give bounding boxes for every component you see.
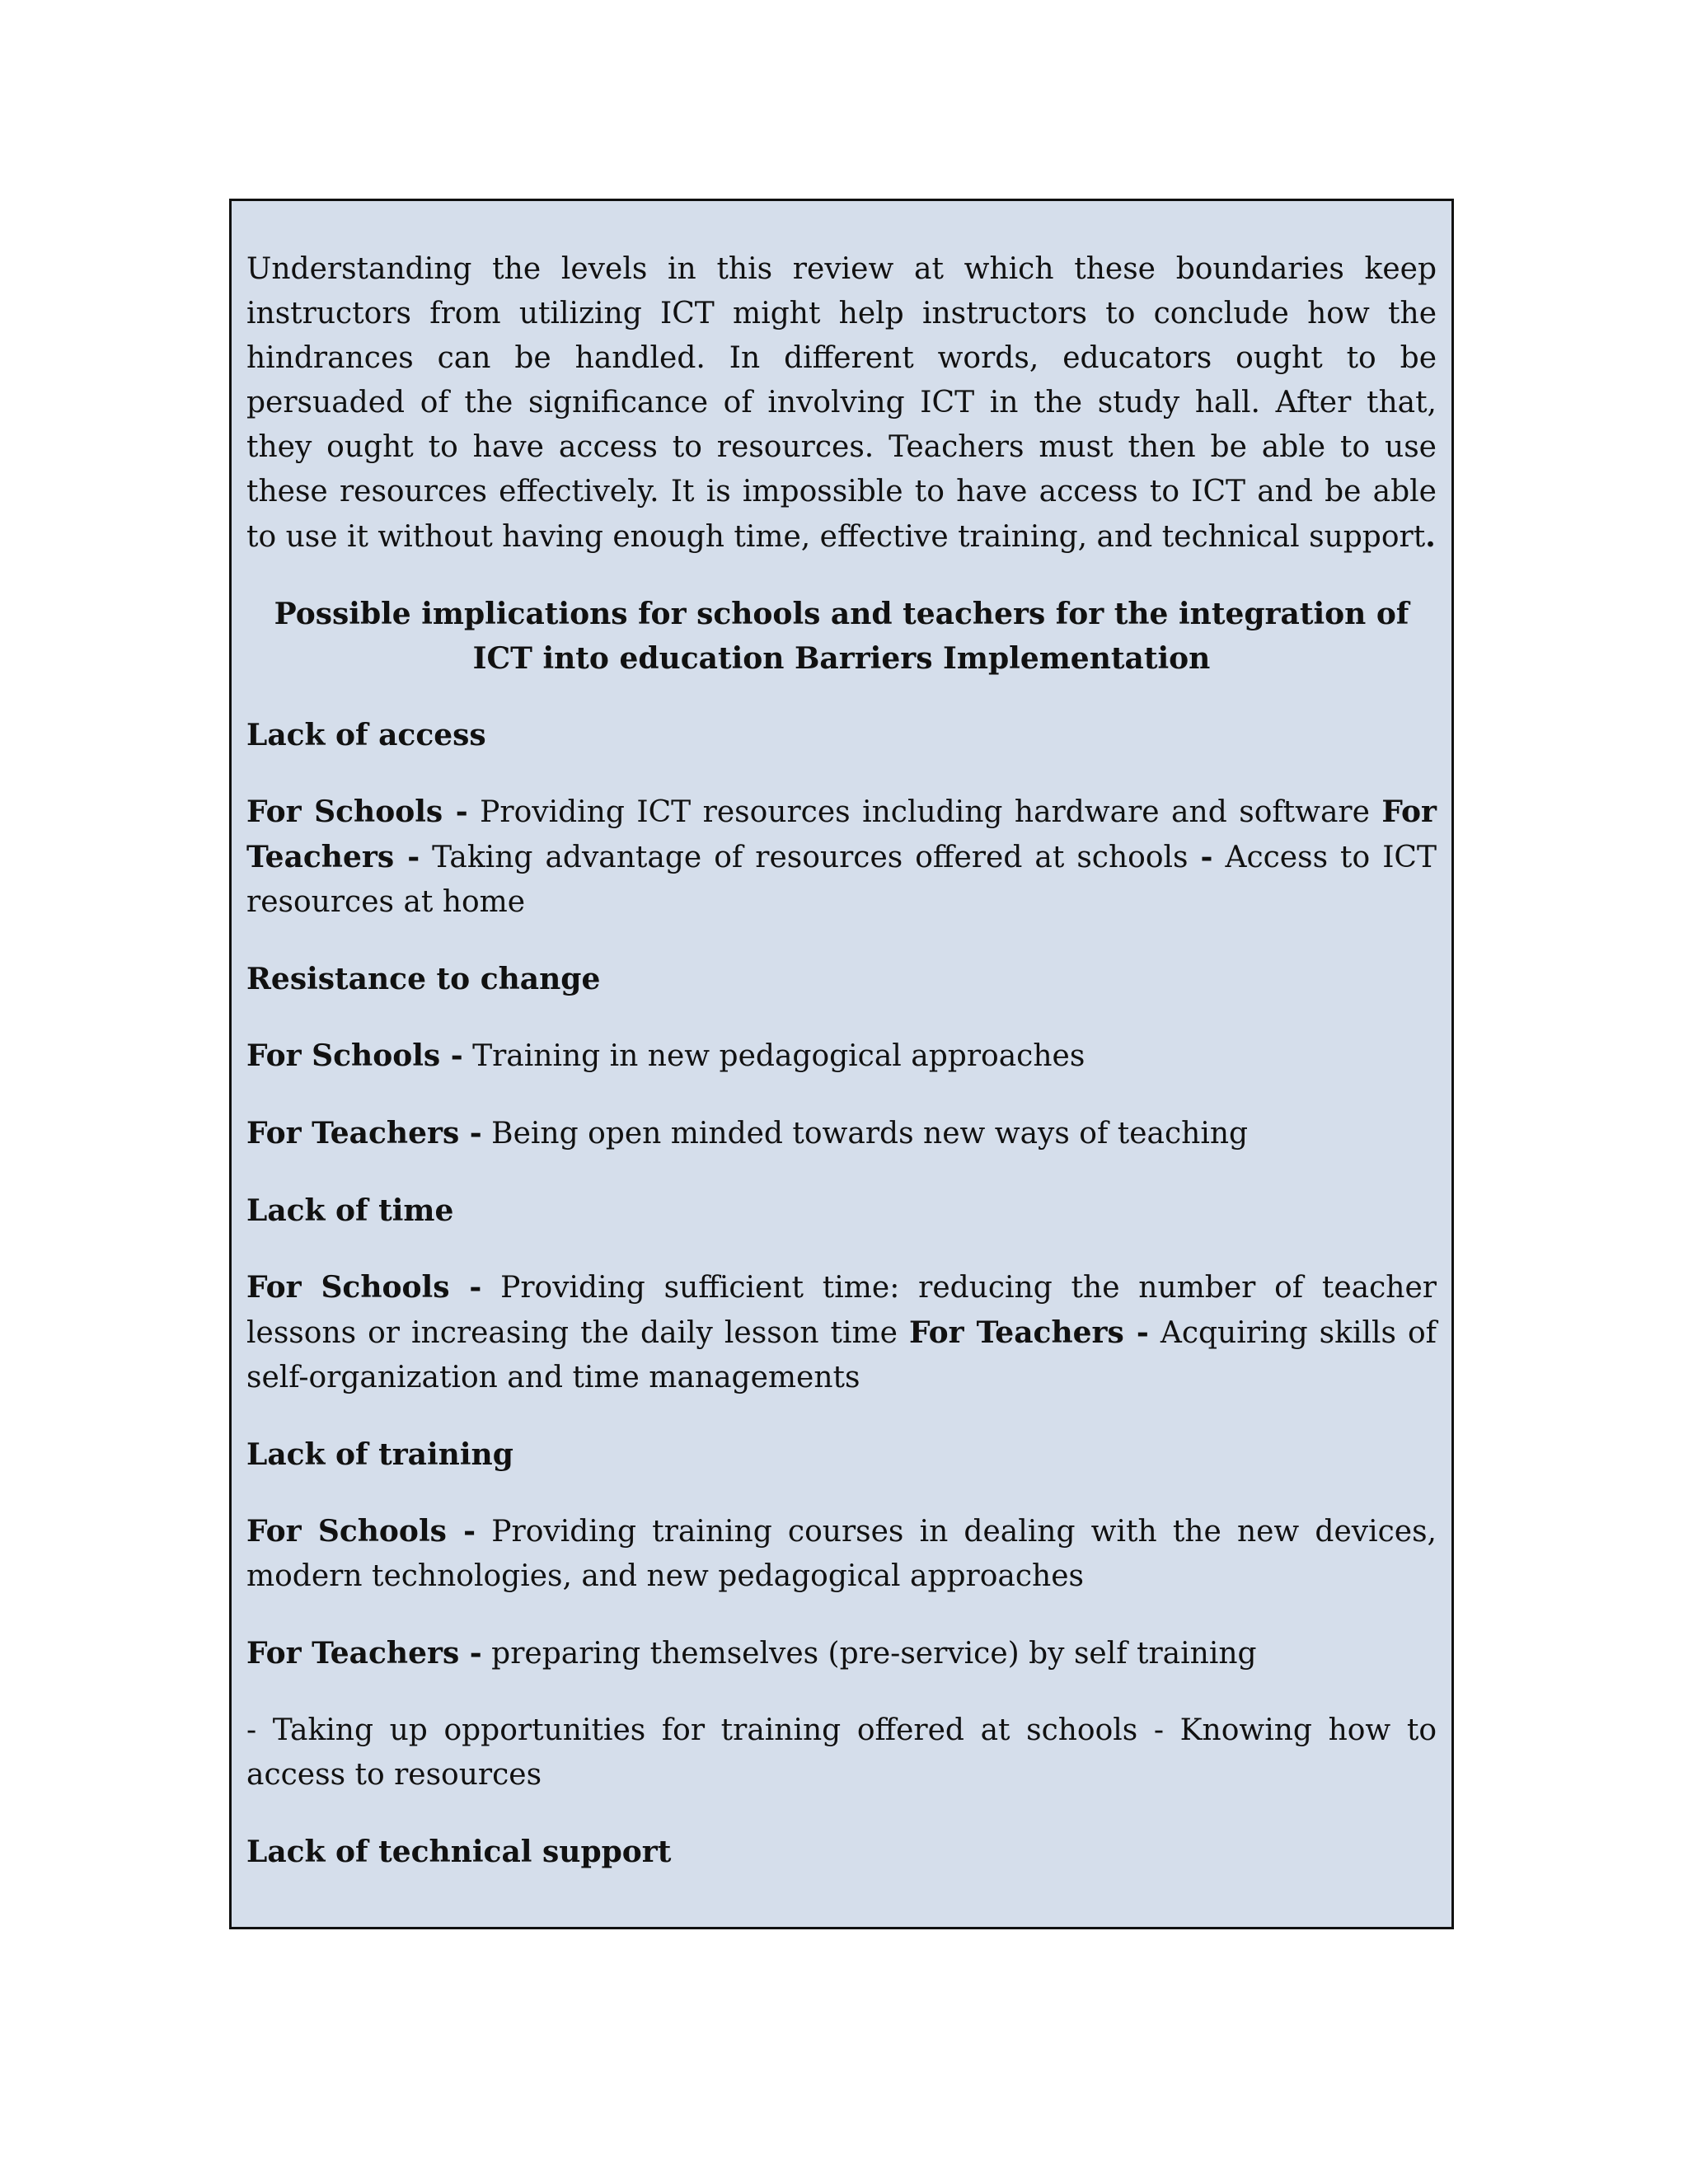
- for-teachers-label: For Teachers -: [246, 1116, 482, 1151]
- dash: -: [1200, 840, 1213, 874]
- for-schools-text: Providing training courses in dealing with the new devices, modern technologies, and new pedagogical approaches: [246, 1515, 1437, 1593]
- for-teachers-label: For Teachers -: [246, 794, 1437, 874]
- for-teachers-text: preparing themselves (pre-service) by self training: [481, 1637, 1257, 1671]
- barrier-heading-resistance: Resistance to change: [246, 962, 601, 996]
- for-schools-text: Providing ICT resources including hardware and software: [467, 795, 1382, 829]
- content-box: [229, 199, 1454, 1929]
- section-title: Possible implications for schools and teachers for the integration of ICT into education Barriers Implementation: [274, 597, 1409, 676]
- intro-paragraph: [246, 247, 1437, 560]
- for-schools-text: Providing sufficient time: reducing the number of teacher lessons or increasing the daily lesson time: [246, 1271, 1437, 1350]
- for-schools-label: For Schools -: [246, 1270, 482, 1305]
- intro-period: .: [1425, 519, 1436, 554]
- time-implications: [246, 1265, 1437, 1400]
- barrier-heading-technical-support: Lack of technical support: [246, 1835, 672, 1869]
- for-schools-label: For Schools -: [246, 1038, 463, 1073]
- barrier-heading-time: Lack of time: [246, 1193, 454, 1228]
- resistance-teachers: [246, 1111, 1437, 1156]
- extra-text: Access to ICT resources at home: [246, 841, 1437, 919]
- training-teachers: [246, 1631, 1437, 1676]
- access-implications: [246, 790, 1437, 925]
- intro-text: Understanding the levels in this review at which these boundaries keep instructors from utilizing ICT might help instructors to conclude how the hindrances can be handled. In different words, educators ought to be persuaded of the significance of involving ICT in the study hall. After that, they ought to have access to resources. Teachers must then be able to use these resources effectively. It is impossible to have access to ICT and be able to use it without having enough time, effective training, and technical support: [246, 252, 1437, 554]
- for-teachers-text: Taking advantage of resources offered at schools: [420, 841, 1201, 874]
- for-schools-label: For Schools -: [246, 794, 468, 829]
- for-schools-text: Training in new pedagogical approaches: [462, 1039, 1085, 1073]
- for-teachers-label: For Teachers -: [908, 1315, 1149, 1350]
- barrier-heading-access: Lack of access: [246, 718, 486, 752]
- for-teachers-label: For Teachers -: [246, 1636, 482, 1671]
- for-teachers-text: Acquiring skills of self-organization and time managements: [246, 1316, 1437, 1394]
- training-schools: [246, 1509, 1437, 1599]
- training-extra: - Taking up opportunities for training offered at schools - Knowing how to access to resources: [246, 1713, 1437, 1792]
- for-teachers-text: Being open minded towards new ways of teaching: [481, 1117, 1249, 1151]
- for-schools-label: For Schools -: [246, 1514, 476, 1549]
- barrier-heading-training: Lack of training: [246, 1437, 513, 1472]
- resistance-schools: [246, 1033, 1437, 1079]
